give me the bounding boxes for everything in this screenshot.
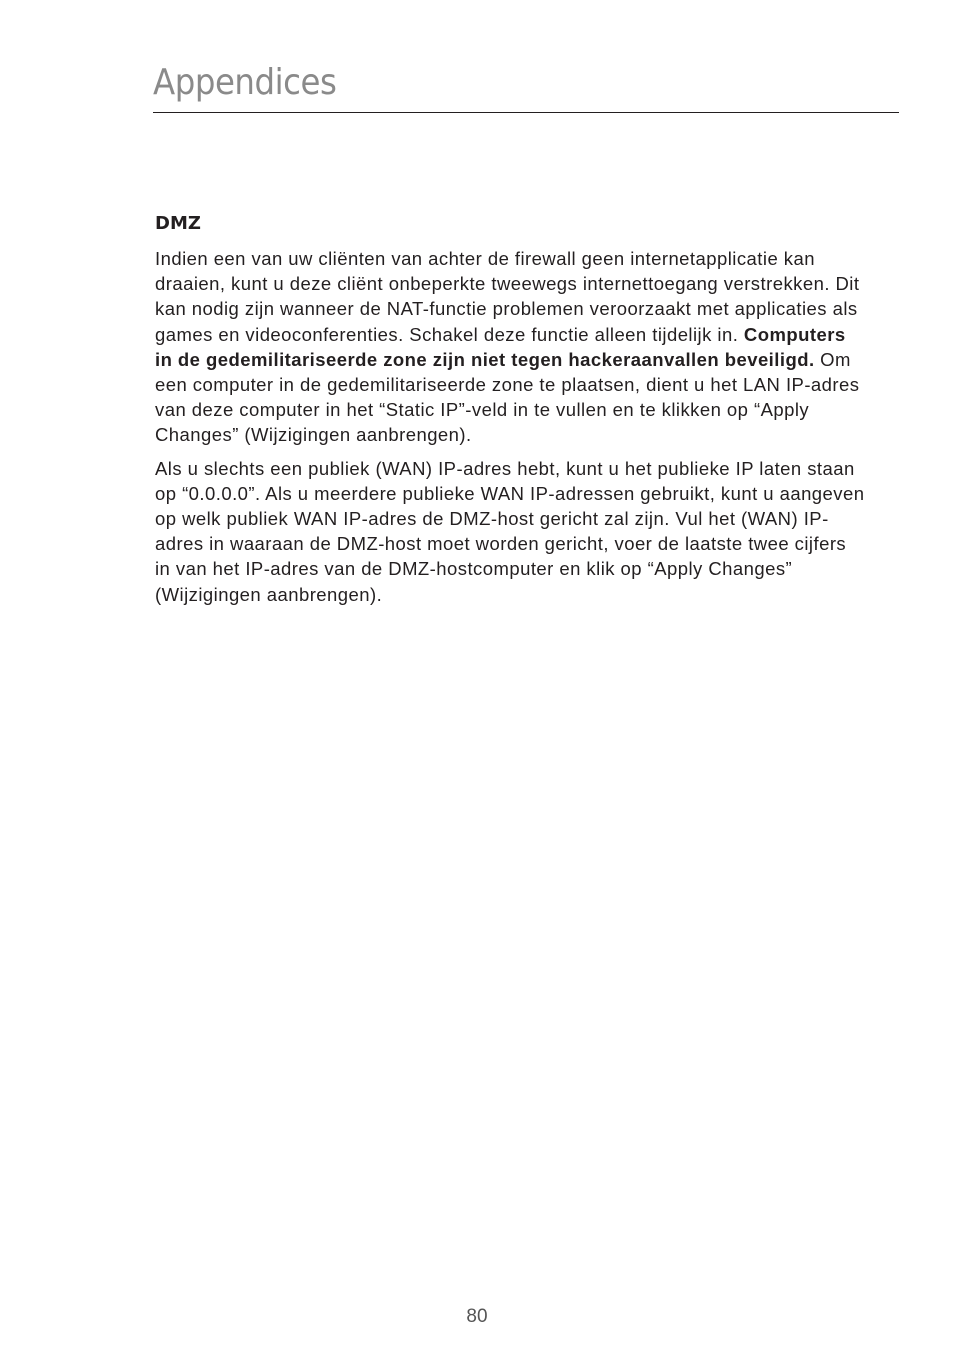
paragraph-2: Als u slechts een publiek (WAN) IP-adres hebt, kunt u het publieke IP laten staan op “0.0.0.0”. Als u meerdere publieke WAN IP-adressen gebruikt, kunt u aangeven op welk publiek WAN IP-adres de DMZ-host gericht zal zijn. Vul het (WAN) IP-adres in waaraan de DMZ-host moet worden gericht, voer de laatste twee cijfers in van het IP-adres van de DMZ-hostcomputer en klik op “Apply Changes” (Wijzigingen aanbrengen). [155,457,865,605]
section-heading: DMZ [155,213,201,234]
paragraph-1 [155,246,865,448]
header-rule [153,112,899,113]
page-header [153,58,899,108]
paragraph-1-text-a: Indien een van uw cliënten van achter de firewall geen internetapplicatie kan draaien, kunt u deze cliënt onbeperkte tweewegs internettoegang verstrekken. Dit kan nodig zijn wanneer de NAT-functie problemen veroorzaakt met applicaties als games en videoconferenties. Schakel deze functie alleen tijdelijk in. [155,248,860,345]
paragraph-1-text-b: Om een computer in de gedemilitariseerde zone te plaatsen, dient u het LAN IP-adres van deze computer in het “Static IP”-veld in te vullen en te klikken op “Apply Changes” (Wijzigingen aanbrengen). [155,348,860,446]
page-number: 80 [466,1306,488,1327]
paragraph-1-bold-warning: Computers in de gedemilitariseerde zone zijn niet tegen hackeraanvallen beveiligd. [155,323,846,370]
page-title: Appendices [153,62,337,103]
content [155,210,865,615]
